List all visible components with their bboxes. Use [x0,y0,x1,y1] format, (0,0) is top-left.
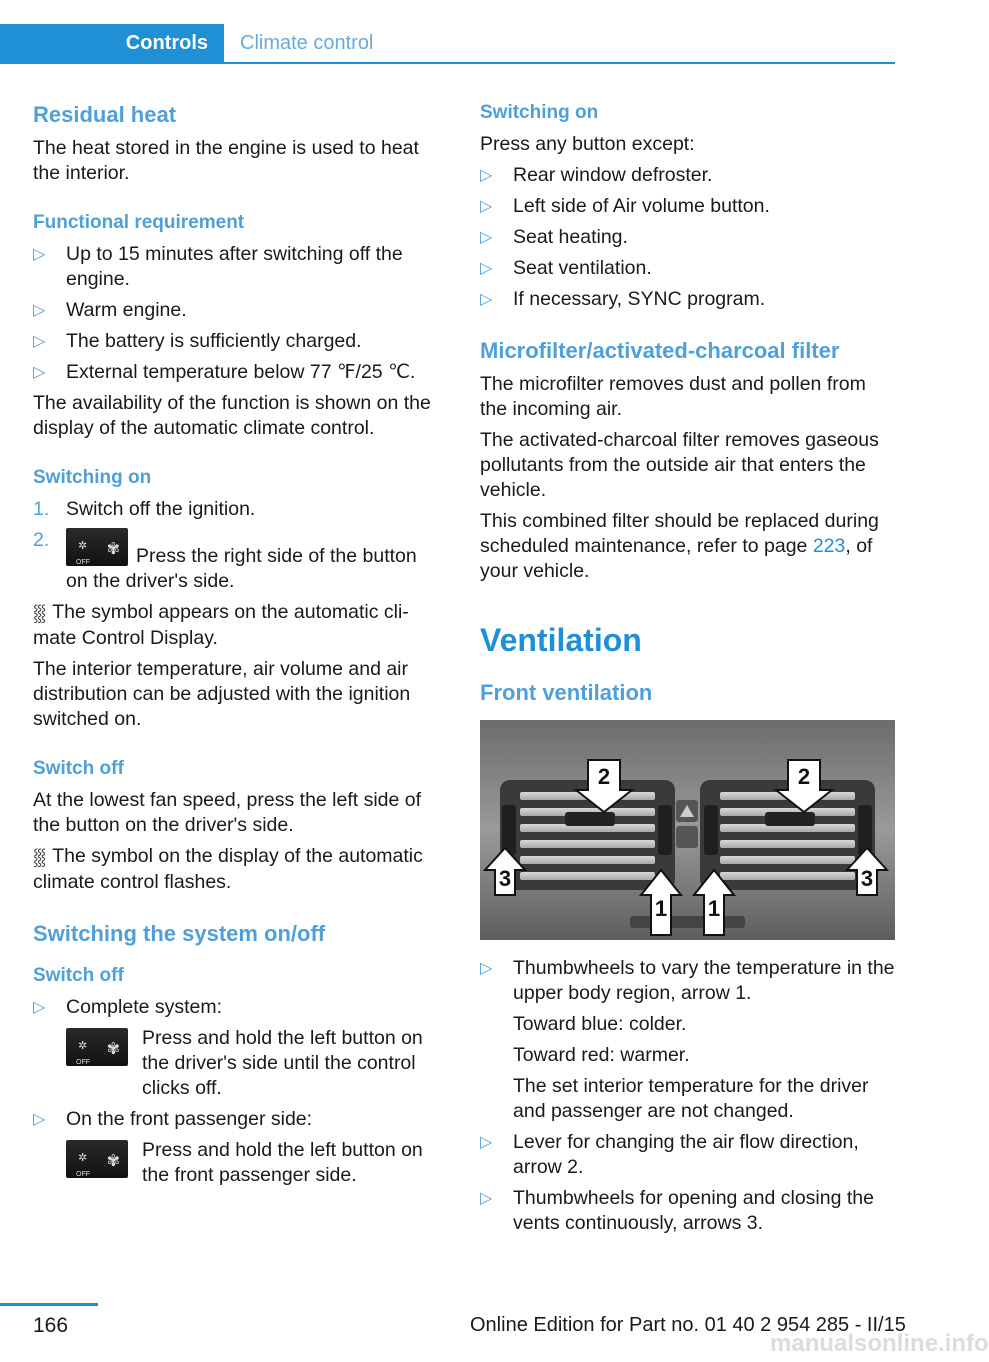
fan-icon: ✾ [106,1153,120,1170]
ventilation-list [480,956,898,1236]
switching-on-steps [33,497,443,594]
triangle-bullet-icon: ▷ [33,364,46,381]
section-label: Controls [125,32,208,54]
arrow-label: 2 [797,764,811,789]
fan-icon: ✾ [106,1041,120,1058]
triangle-bullet-icon: ▷ [480,291,493,308]
list-item: ▷ Seat heating. [480,226,628,248]
residual-heat-heading: Residual heat [33,102,177,127]
arrow-label: 3 [498,866,512,891]
symbol-appears-text: ⸾⸾⸾ The symbol appears on the automatic cli-mate Control Display. [33,601,409,649]
list-item: ▷ Complete system: ✲ OFF ✾ Press and hold the left button on the driver's side until the control clicks off. [33,995,443,1101]
switch-off-heading: Switch off [33,758,124,779]
list-item: ▷ Seat ventilation. [480,257,652,279]
seat-fan-icon: ✲ [78,1040,88,1052]
triangle-bullet-icon: ▷ [33,333,46,350]
symbol-flashes-text: ⸾⸾⸾ The symbol on the display of the automatic climate control flashes. [33,845,423,893]
triangle-bullet-icon: ▷ [480,198,493,215]
front-ventilation-illustration [480,720,895,940]
filter-text-3: This combined filter should be replaced during scheduled maintenance, refer to page 223, of your vehicle. [480,510,879,582]
triangle-bullet-icon: ▷ [480,229,493,246]
triangle-bullet-icon: ▷ [33,1111,46,1128]
list-item: ▷ Left side of Air volume button. [480,195,770,217]
blue-text: Toward blue: colder. [513,1013,687,1035]
page-reference-link[interactable]: 223 [812,535,846,557]
list-item: ▷ Rear window defroster. [480,164,713,186]
list-item: ▷ Lever for changing the air flow direction, arrow 2. [480,1131,859,1178]
list-item: ▷ The battery is sufficiently charged. [33,330,362,352]
system-switch-off-heading: Switch off [33,965,124,986]
interior-adjust-text: The interior temperature, air volume and air distribution can be adjusted with the ignition switched on. [33,658,411,730]
residual-heat-icon: ⸾⸾⸾ [33,849,45,866]
functional-requirement-heading: Functional requirement [33,212,245,233]
climate-button-image: ✲ OFF ✾ [66,1140,128,1178]
filter-text-1: The microfilter removes dust and pollen from the incoming air. [480,373,866,420]
filter-text-2: The activated-charcoal filter removes gaseous pollutants from the outside air that enters the vehicle. [480,429,879,501]
section-tab [0,24,224,62]
list-item: ▷ On the front passenger side: ✲ OFF ✾ Press and hold the left button on the front passenger side. [33,1107,443,1188]
ventilation-heading: Ventilation [480,622,642,658]
red-text: Toward red: warmer. [513,1044,690,1066]
availability-text: The availability of the function is shown on the display of the automatic climate control. [33,392,431,439]
triangle-bullet-icon: ▷ [480,260,493,277]
seat-fan-icon: ✲ [78,540,88,552]
list-item: ▷ Warm engine. [33,299,187,321]
climate-button-image: ✲ OFF ✾ [66,528,128,566]
left-column [33,100,443,1194]
list-item: ▷ Thumbwheels for opening and closing the vents continuously, arrows 3. [480,1187,874,1234]
switching-on-heading-right: Switching on [480,102,599,123]
arrow-label: 3 [860,866,874,891]
press-any-text: Press any button except: [480,133,695,155]
page-number: 166 [33,1314,69,1337]
arrow-label: 2 [597,764,611,789]
arrow-label: 1 [707,896,721,921]
set-temp-text: The set interior temperature for the driver and passenger are not changed. [513,1075,869,1122]
triangle-bullet-icon: ▷ [480,960,493,977]
except-list [480,163,898,312]
triangle-bullet-icon: ▷ [33,246,46,263]
seat-fan-icon: ✲ [78,1152,88,1164]
fan-icon: ✾ [106,541,120,558]
page-header [0,24,895,64]
subsection-label: Climate control [240,32,374,54]
triangle-bullet-icon: ▷ [33,999,46,1016]
filter-heading: Microfilter/activated-charcoal filter [480,338,840,363]
front-ventilation-heading: Front ventilation [480,680,653,705]
edition-text: Online Edition for Part no. 01 40 2 954 285 - II/15 [470,1314,906,1336]
list-item: ▷ Up to 15 minutes after switching off the engine. [33,243,403,290]
step-item: 1. Switch off the ignition. [33,498,256,520]
switch-off-text: At the lowest fan speed, press the left side of the button on the driver's side. [33,789,422,836]
functional-requirement-list [33,242,443,385]
system-switch-off-list [33,995,443,1188]
complete-system-instruction: ✲ OFF ✾ Press and hold the left button on the driver's side until the control clicks off. [66,1026,443,1101]
triangle-bullet-icon: ▷ [33,302,46,319]
residual-heat-text: The heat stored in the engine is used to heat the interior. [33,137,419,184]
list-item: ▷ External temperature below 77 ℉/25 ℃. [33,361,416,383]
list-item: ▷ If necessary, SYNC program. [480,288,766,310]
footer-rule [0,1303,98,1306]
passenger-instruction: ✲ OFF ✾ Press and hold the left button on the front passenger side. [66,1138,443,1188]
triangle-bullet-icon: ▷ [480,167,493,184]
triangle-bullet-icon: ▷ [480,1134,493,1151]
system-on-off-heading: Switching the system on/off [33,921,326,946]
step-item: 2. ✲ OFF ✾ Press the right side of the button on the driver's side. [33,529,417,592]
arrow-label: 1 [654,896,668,921]
residual-heat-icon: ⸾⸾⸾ [33,605,45,622]
list-item: ▷ Thumbwheels to vary the temperature in the upper body region, arrow 1. Toward blue: colder. Toward red: warmer. The set interior temperature for the driver and passenger are not changed. [480,956,898,1124]
climate-button-image: ✲ OFF ✾ [66,1028,128,1066]
triangle-bullet-icon: ▷ [480,1190,493,1207]
watermark: manualsonline.info [770,1330,989,1357]
switching-on-heading: Switching on [33,467,152,488]
right-column [480,100,898,1242]
